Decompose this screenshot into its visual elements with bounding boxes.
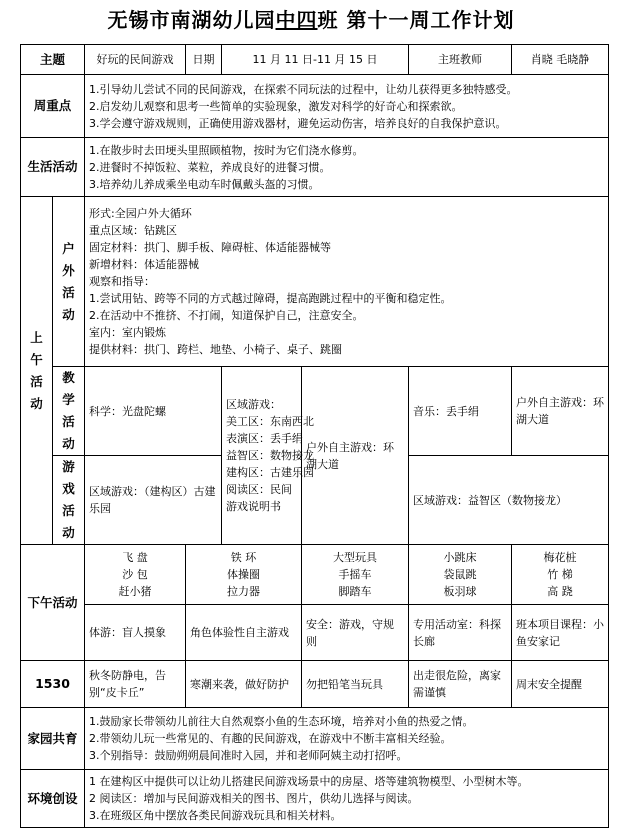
family-line: 2.带领幼儿玩一些常见的、有趣的民间游戏，在游戏中不断丰富相关经验。 [89,732,452,745]
teaching-outdoor-free: 户外自主游戏：环湖大道 [512,367,609,456]
equipment-item: 高 跷 [547,585,573,598]
family-line: 3.个别指导：鼓励朔朔晨间准时入园，并和老师阿姨主动打招呼。 [89,749,408,762]
environment-line: 1 在建构区中提供可以让幼儿搭建民间游戏场景中的房屋、塔等建筑物模型、小型树木等。 [89,775,529,788]
afternoon-activity: 角色体验性自主游戏 [186,605,302,661]
family-content [85,708,609,770]
afternoon-activity: 班本项目课程：小鱼安家记 [512,605,609,661]
environment-content [85,770,609,828]
game-label [53,456,85,545]
weekly-focus-content [85,75,609,138]
life-content [85,138,609,197]
equipment-item: 脚踏车 [338,585,372,598]
outdoor-line: 重点区域：钻跳区 [89,224,178,237]
equipment-item: 体操圈 [227,568,261,581]
equipment-item: 铁 环 [230,551,257,564]
weekly-focus-line: 1.引导幼儿尝试不同的民间游戏，在探索不同玩法的过程中，让幼儿获得更多独特感受。 [89,82,518,96]
afternoon-activity-row [21,605,609,661]
theme-value: 好玩的民间游戏 [85,45,186,75]
outdoor-row [21,197,609,367]
outdoor-line: 形式:全园户外大循环 [89,207,192,220]
equipment-item: 大型玩具 [333,551,378,564]
teaching-label-text: 教 学 活 动 [62,370,75,451]
safety-topic: 周末安全提醒 [512,661,609,708]
equipment-item: 拉力器 [227,585,261,598]
safety-topic: 秋冬防静电，告别“皮卡丘” [85,661,186,708]
life-line: 1.在散步时去田埂头里照顾植物，按时为它们浇水修剪。 [89,143,364,157]
game-puzzle: 区域游戏：益智区（数物接龙） [409,456,609,545]
morning-label-text: 上 午 活 动 [30,329,43,411]
environment-label-text: 环境创设 [27,790,78,806]
safety-topic: 出走很危险，离家需谨慎 [409,661,512,708]
outdoor-label [53,197,85,367]
family-line: 1.鼓励家长带领幼儿前往大自然观察小鱼的生态环境，培养对小鱼的热爱之情。 [89,715,474,728]
afternoon-activity: 专用活动室：科探长廊 [409,605,512,661]
morning-label [21,197,53,545]
equipment-item: 手摇车 [338,568,372,581]
title-week: 班 第十一周工作计划 [317,8,515,32]
environment-line: 3.在班级区角中摆放各类民间游戏玩具和相关材料。 [89,809,342,822]
game-label-text: 游 戏 活 动 [62,459,75,540]
afternoon-label-text: 下午活动 [27,594,78,610]
equipment-item: 竹 梯 [547,568,573,581]
area-line: 建构区：古建乐园 [226,466,315,479]
teaching-music: 音乐：丢手绢 [409,367,512,456]
safety-topic: 勿把铅笔当玩具 [302,661,409,708]
life-line: 2.进餐时不掉饭粒、菜粒，养成良好的进餐习惯。 [89,160,331,174]
outdoor-line: 新增材料：体适能器械 [89,258,200,271]
equipment-item: 板羽球 [443,585,477,598]
equipment-item: 赶小猪 [118,585,152,598]
teacher-label: 主班教师 [409,45,512,75]
area-line: 区域游戏： [226,398,282,411]
teaching-label [53,367,85,456]
outdoor-line: 观察和指导： [89,275,156,288]
outdoor-line: 2.在活动中不推挤、不打闹，知道保护自己，注意安全。 [89,309,364,322]
area-games [222,367,315,545]
life-label-text: 生活活动 [27,159,78,174]
afternoon-activity: 体游：盲人摸象 [85,605,186,661]
afternoon-activity: 安全：游戏，守规则 [302,605,409,661]
theme-label: 主题 [21,45,85,75]
equipment-item: 飞 盘 [122,551,148,564]
header-row [21,45,609,75]
outdoor-line: 固定材料：拱门、脚手板、障碍桩、体适能器械等 [89,241,332,254]
title-school: 无锡市南湖幼儿园 [107,8,276,32]
weekly-focus-line: 2.启发幼儿观察和思考一些简单的实验现象，激发对科学的好奇心和探索欲。 [89,99,463,113]
life-line: 3.培养幼儿养成乘坐电动车时佩戴头盔的习惯。 [89,177,320,191]
outdoor-content [85,197,609,367]
life-label [21,138,85,197]
equipment-item: 袋鼠跳 [443,568,477,581]
outdoor-line: 1.尝试用钻、跨等不同的方式越过障碍，提高跑跳过程中的平衡和稳定性。 [89,292,452,305]
equipment-item: 梅花桩 [543,551,577,564]
safety-1530-label: 1530 [21,661,85,708]
environment-line: 2 阅读区：增加与民间游戏相关的图书、图片，供幼儿选择与阅读。 [89,792,419,805]
outdoor-label-text: 户 外 活 动 [62,240,75,322]
family-label [21,708,85,770]
area-line: 美工区：东南西北 [226,415,315,428]
equipment-group [85,545,186,605]
outdoor-line: 提供材料：拱门、跨栏、地垫、小椅子、桌子、跳圈 [89,343,343,356]
weekly-plan-table [20,44,609,828]
game-construction: 区域游戏：（建构区）古建乐园 [85,456,222,545]
teacher-value: 肖晓 毛晓静 [512,45,609,75]
outdoor-line: 室内：室内锻炼 [89,326,167,339]
equipment-group [302,545,409,605]
equipment-item: 小跳床 [443,551,477,564]
weekly-focus-label: 周重点 [21,75,85,138]
weekly-focus-row [21,75,609,138]
area-line: 益智区：数物接龙 [226,449,315,462]
environment-label [21,770,85,828]
teaching-science: 科学：光盘陀螺 [85,367,222,456]
date-label: 日期 [186,45,222,75]
outdoor-free-play: 户外自主游戏：环湖大道 [302,367,409,545]
area-line: 表演区：丢手绢 [226,432,304,445]
family-label-text: 家园共育 [27,730,78,746]
page-title [0,4,622,36]
safety-topic: 寒潮来袭，做好防护 [186,661,302,708]
afternoon-equipment-row [21,545,609,605]
area-line: 阅读区：民间游戏说明书 [226,483,293,513]
equipment-group [409,545,512,605]
environment-row [21,770,609,828]
family-row [21,708,609,770]
title-class: 中四 [275,8,318,32]
safety-1530-row [21,661,609,708]
life-row [21,138,609,197]
weekly-focus-line: 3.学会遵守游戏规则，正确使用游戏器材，避免运动伤害，培养良好的自我保护意识。 [89,116,507,130]
afternoon-label [21,545,85,661]
teaching-row [21,367,609,456]
equipment-item: 沙 包 [122,568,148,581]
equipment-group [186,545,302,605]
date-value: 11 月 11 日-11 月 15 日 [222,45,409,75]
equipment-group [512,545,609,605]
